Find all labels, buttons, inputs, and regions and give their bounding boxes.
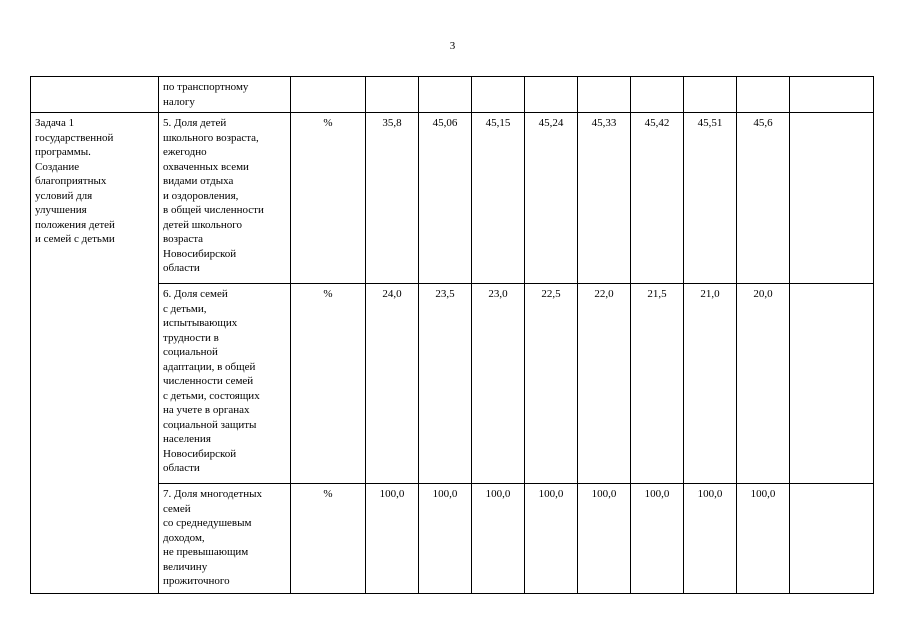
value-cell	[419, 77, 472, 113]
table-row	[31, 113, 874, 284]
value-cell: 100,0	[472, 484, 525, 594]
value-cell: 100,0	[684, 484, 737, 594]
value-cell: 22,0	[578, 284, 631, 484]
value-cell	[684, 77, 737, 113]
indicator-cell: 5. Доля детей школьного возраста, ежегодно охваченных всеми видами отдыха и оздоровления, в общей численности детей школьного возраста Новосибирской области	[159, 113, 291, 284]
unit-cell	[291, 77, 366, 113]
value-cell: 100,0	[419, 484, 472, 594]
value-cell	[631, 77, 684, 113]
value-cell: 45,24	[525, 113, 578, 284]
note-cell	[790, 484, 874, 594]
value-cell	[737, 77, 790, 113]
value-cell: 45,33	[578, 113, 631, 284]
value-cell	[578, 77, 631, 113]
task-cell: Задача 1 государственной программы. Создание благоприятных условий для улучшения положения детей и семей с детьми	[31, 113, 159, 594]
table-row	[31, 77, 874, 113]
task-cell	[31, 77, 159, 113]
value-cell: 100,0	[578, 484, 631, 594]
value-cell: 100,0	[366, 484, 419, 594]
value-cell: 21,5	[631, 284, 684, 484]
value-cell: 23,0	[472, 284, 525, 484]
value-cell	[525, 77, 578, 113]
value-cell	[366, 77, 419, 113]
indicators-table	[30, 76, 874, 594]
value-cell: 20,0	[737, 284, 790, 484]
indicator-cell: 7. Доля многодетных семей со среднедушевым доходом, не превышающим величину прожиточного	[159, 484, 291, 594]
value-cell: 45,42	[631, 113, 684, 284]
value-cell: 45,06	[419, 113, 472, 284]
unit-cell: %	[291, 484, 366, 594]
value-cell	[472, 77, 525, 113]
unit-cell: %	[291, 284, 366, 484]
indicator-cell: 6. Доля семей с детьми, испытывающих трудности в социальной адаптации, в общей численности семей с детьми, состоящих на учете в органах социальной защиты населения Новосибирской области	[159, 284, 291, 484]
value-cell: 45,15	[472, 113, 525, 284]
note-cell	[790, 113, 874, 284]
note-cell	[790, 284, 874, 484]
value-cell: 45,6	[737, 113, 790, 284]
value-cell: 35,8	[366, 113, 419, 284]
value-cell: 24,0	[366, 284, 419, 484]
unit-cell: %	[291, 113, 366, 284]
value-cell: 21,0	[684, 284, 737, 484]
value-cell: 22,5	[525, 284, 578, 484]
value-cell: 100,0	[525, 484, 578, 594]
note-cell	[790, 77, 874, 113]
indicator-cell: по транспортному налогу	[159, 77, 291, 113]
page-number: 3	[449, 40, 456, 52]
value-cell: 100,0	[737, 484, 790, 594]
value-cell: 100,0	[631, 484, 684, 594]
value-cell: 45,51	[684, 113, 737, 284]
value-cell: 23,5	[419, 284, 472, 484]
